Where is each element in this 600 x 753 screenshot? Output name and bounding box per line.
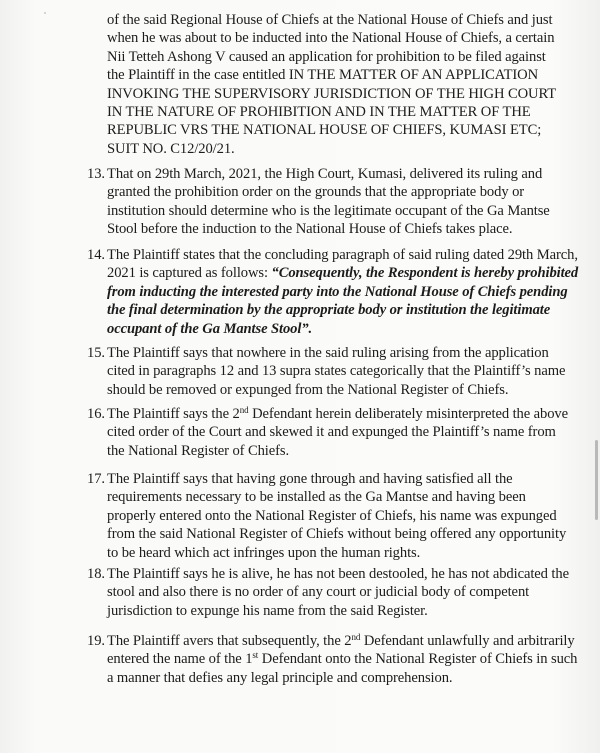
text-line: That on 29th March, 2021, the High Court, Kumasi, delivered its ruling and <box>107 166 543 182</box>
paragraph-number: 17. <box>87 471 105 487</box>
ruling-quote: the final determination by the appropriate body or institution the legitimate <box>107 302 551 319</box>
text-line: The Plaintiff says that having gone through and having satisfied all the <box>107 471 513 487</box>
ordinal-suffix: st <box>252 650 259 661</box>
paragraph-18 <box>87 565 579 620</box>
paragraph-14 <box>87 246 579 338</box>
paragraph-15 <box>87 344 579 399</box>
text-line: when he was about to be inducted into the National House of Chiefs, a certain <box>107 30 555 47</box>
text-line: The Plaintiff states that the concluding paragraph of said ruling dated 29th March, <box>107 247 578 263</box>
text-line: 2021 is captured as follows: <box>107 265 272 282</box>
paragraph-13 <box>87 165 579 239</box>
scrollbar-thumb[interactable] <box>595 440 598 520</box>
text-line: Defendant herein deliberately misinterpreted the above <box>248 406 569 422</box>
text-line: the Plaintiff in the case entitled IN THE MATTER OF AN APPLICATION <box>107 67 539 84</box>
text-line: should be removed or expunged from the National Register of Chiefs. <box>107 381 509 398</box>
text-line: Stool before the induction to the National House of Chiefs takes place. <box>107 221 513 238</box>
paragraph-12-continuation <box>107 11 577 158</box>
paragraph-number: 15. <box>87 345 105 361</box>
text-line: the National Register of Chiefs. <box>107 442 290 459</box>
text-line: institution should determine who is the legitimate occupant of the Ga Mantse <box>107 202 550 219</box>
paragraph-number: 18. <box>87 566 105 582</box>
text-line: Nii Tetteh Ashong V caused an application for prohibition to be filed against <box>107 48 546 65</box>
text-line: SUIT NO. C12/20/21. <box>107 140 235 157</box>
ordinal-suffix: nd <box>239 405 249 415</box>
text-line: INVOKING THE SUPERVISORY JURISDICTION OF THE HIGH COURT <box>107 85 557 102</box>
text-line: requirements necessary to be installed as the Ga Mantse and having been <box>107 489 526 506</box>
text-line: IN THE NATURE OF PROHIBITION AND IN THE MATTER OF THE <box>107 104 531 121</box>
text-line: to be heard which act infringes upon the human rights. <box>107 544 421 561</box>
text-line: stool and also there is no order of any court or judicial body of competent <box>107 584 530 601</box>
scan-speck <box>44 12 46 14</box>
paragraph-number: 16. <box>87 406 105 422</box>
paragraph-17 <box>87 470 579 562</box>
text-line: of the said Regional House of Chiefs at the National House of Chiefs and just <box>107 12 553 28</box>
text-line: cited in paragraphs 12 and 13 supra states categorically that the Plaintiff’s name <box>107 363 566 380</box>
text-line: REPUBLIC VRS THE NATIONAL HOUSE OF CHIEFS, KUMASI ETC; <box>107 122 542 139</box>
text-line: Defendant unlawfully and arbitrarily <box>360 633 575 649</box>
text-line: a manner that defies any legal principle and comprehension. <box>107 669 453 686</box>
text-line: jurisdiction to expunge his name from the said Register. <box>107 602 428 619</box>
ruling-quote: from inducting the interested party into the National House of Chiefs pending <box>107 283 568 300</box>
text-line: The Plaintiff says that nowhere in the said ruling arising from the application <box>107 345 549 361</box>
text-line: Defendant onto the National Register of Chiefs in such <box>258 651 578 668</box>
paragraph-16 <box>87 405 579 460</box>
paragraph-number: 19. <box>87 633 105 649</box>
paragraph-number: 14. <box>87 247 105 263</box>
text-line: from the said National Register of Chiefs without being offered any opportunity <box>107 526 567 543</box>
ruling-quote: “Consequently, the Respondent is hereby prohibited <box>271 265 579 282</box>
text-line: The Plaintiff says he is alive, he has not been destooled, he has not abdicated the <box>107 566 569 582</box>
text-line: The Plaintiff avers that subsequently, the 2 <box>107 633 352 649</box>
paragraph-number: 13. <box>87 166 105 182</box>
text-line: cited order of the Court and skewed it and expunged the Plaintiff’s name from <box>107 424 556 441</box>
text-line: entered the name of the 1 <box>107 651 253 668</box>
text-line: granted the prohibition order on the grounds that the appropriate body or <box>107 184 525 201</box>
paragraph-19 <box>87 632 579 687</box>
text-line: The Plaintiff says the 2 <box>107 406 240 422</box>
text-line: properly entered onto the National Register of Chiefs, his name was expunged <box>107 507 557 524</box>
ordinal-suffix: nd <box>351 632 361 642</box>
ruling-quote: occupant of the Ga Mantse Stool”. <box>107 320 313 337</box>
